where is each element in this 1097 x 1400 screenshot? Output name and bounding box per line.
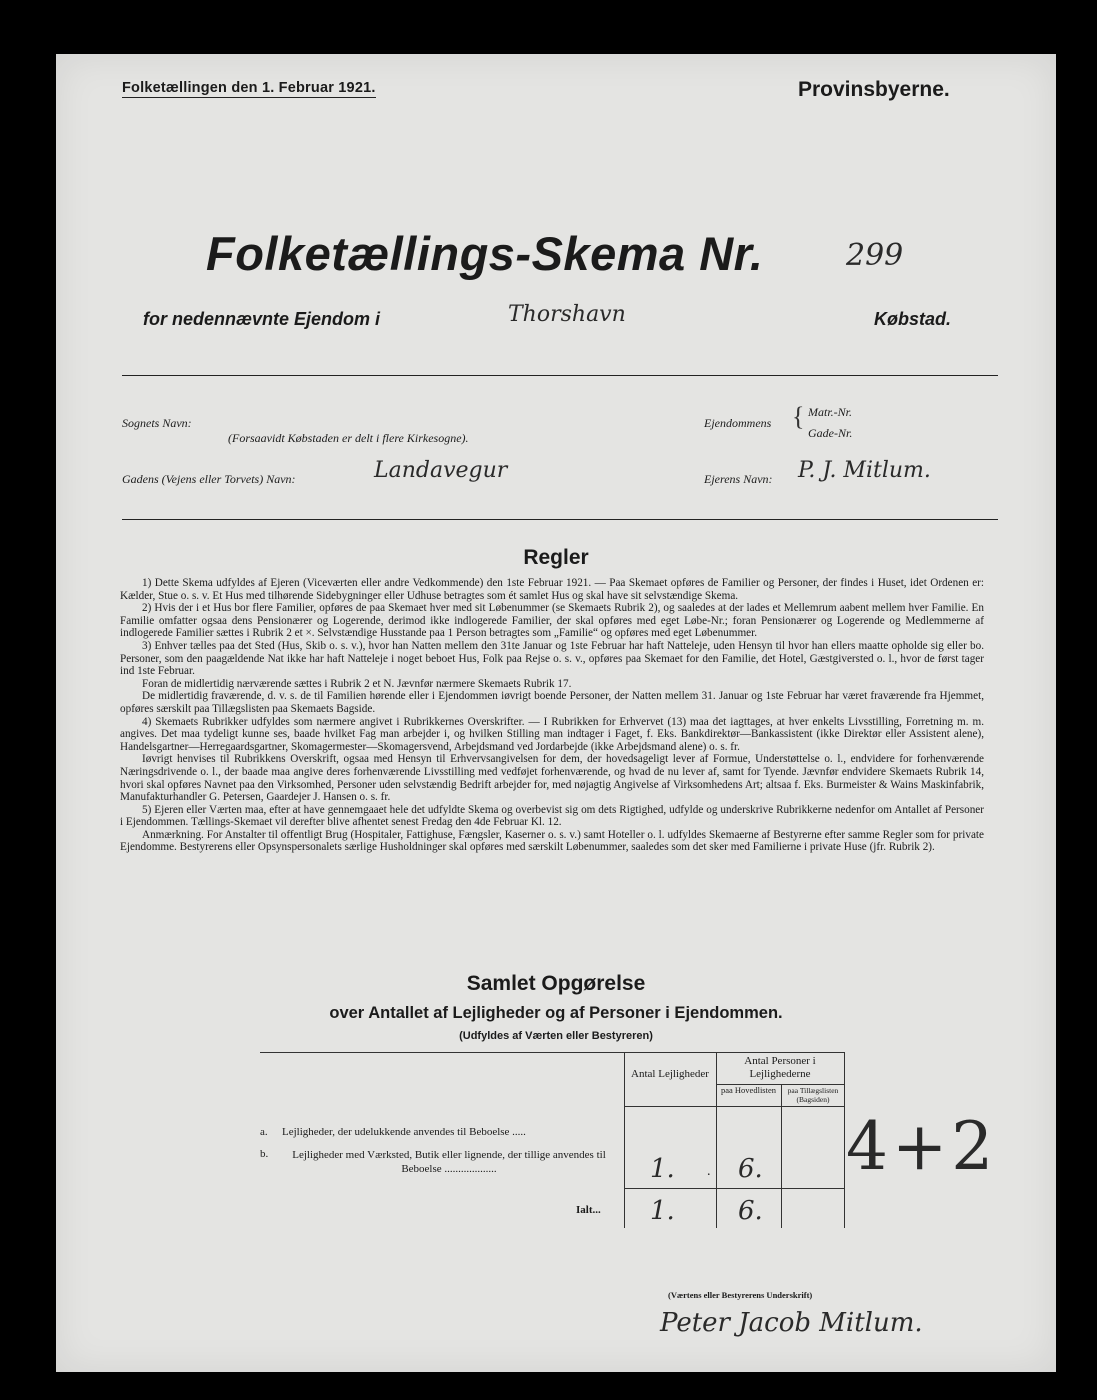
sognets-label: Sognets Navn: — [122, 416, 192, 430]
row-b-letter: b. — [260, 1148, 269, 1160]
summary-title: Samlet Opgørelse — [466, 972, 646, 995]
col-tillaeg-header: paa Tillægslisten (Bagsiden) — [787, 1086, 839, 1104]
ejerens-label: Ejerens Navn: — [704, 472, 773, 486]
row-b-hoved: 6. — [738, 1154, 763, 1184]
town-name: Thorshavn — [508, 302, 626, 327]
signature-caption: (Værtens eller Bestyrerens Underskrift) — [668, 1290, 813, 1300]
gadens-value: Landavegur — [374, 458, 508, 483]
divider — [122, 375, 998, 376]
col-hoved-header: paa Hovedlisten — [721, 1085, 776, 1095]
row-a-label: Lejligheder, der udelukkende anvendes til Beboelse ..... — [282, 1126, 526, 1138]
subtitle-prefix: for nedennævnte Ejendom i — [143, 309, 381, 329]
ejerens-value: P. J. Mitlum. — [798, 458, 931, 483]
rule-paragraph: 4) Skemaets Rubrikker udfyldes som nærmere angivet i Rubrikkernes Overskrifter. — I Rubrikken for Erhvervet (13) maa det iagttages, at hver enkelts Livsstilling, Forretning m. m. angives. Det maa tydeligt kunne ses, baade hvilket Fag man arbejder i, og hvilken Stilling man indtager i Faget, f. Eks. Bankdirektør—Bankassistent (ikke Direktør eller Assistent alene), Handelsgartner—Herregaardsgartner, Skomagermester—Skomagersvend, Arbejdsmand ved Jordarbejde (ikke Arbejdsmand alene) o. s. fr. — [120, 715, 984, 753]
rule-paragraph: 2) Hvis der i et Hus bor flere Familier, opføres de paa Skemaet hver med sit Løbenummer (se Skemaets Rubrik 2), og saaledes at der lades et Mellemrum aabent mellem hver Familie. En Familie omfatter ogsaa dens Pensionærer og Logerende, derimod ikke indlogerede Familier, der skal opføres med eget Løbe-Nr.; foran Pensionærer og Logerende og Medlemmerne af indlogerede Familier sættes i Rubrik 2 et ×. Selvstændige Husstande paa 1 Person betragtes som „Familie“ og opføres med eget Løbenummer. — [120, 602, 984, 640]
rule-paragraph: De midlertidig fraværende, d. v. s. de til Familien hørende eller i Ejendommen iøvrigt boende Personer, der Natten mellem 31. Januar og 1ste Februar har været fraværende fra Hjemmet, opføres særskilt paa Tillægslisten paa Skemaets Bagside. — [120, 690, 984, 715]
summary-subtitle: over Antallet af Lejligheder og af Personer i Ejendommen. — [329, 1004, 783, 1022]
row-a-letter: a. — [260, 1126, 268, 1138]
subtitle-suffix: Købstad. — [874, 309, 952, 329]
ialt-hoved: 6. — [738, 1196, 763, 1226]
form-number: 299 — [846, 238, 904, 273]
ialt-antal: 1. — [650, 1196, 675, 1226]
row-b-label: Lejligheder med Værksted, Butik eller lignende, der tillige anvendes til Beboelse ................... — [292, 1149, 606, 1175]
rule-paragraph: 1) Dette Skema udfyldes af Ejeren (Viceværten eller andre Vedkommende) den 1ste Februar 1921. — Paa Skemaet opføres de Familier og Personer, der findes i Huset, idet Ordenen er: Kælder, Stue o. s. v. Et Hus med tilhørende Sidebygninger eller Udhuse betragtes som ét samlet Hus og skal have sit selvstændige Skema. — [120, 577, 984, 602]
ialt-label: Ialt... — [576, 1204, 601, 1216]
ejendommens-label: Ejendommens — [704, 416, 772, 430]
form-sheet: Folketællingen den 1. Februar 1921. Provinsbyerne. Folketællings-Skema Nr. 299 for nedennævnte Ejendom i Thorshavn Købstad. Sognets Navn: (Forsaavidt Købstaden er delt i flere Kirkesogne). Ejendommens { Matr.-Nr. Gade-Nr. Gadens (Vejens eller Torvets) Navn: Landavegur Ejerens Navn: P. J. Mitlum. Regler 1) Dette Skema udfyldes af Ejeren (Viceværten eller andre Vedkommende) den 1ste Februar 1921. — Paa Skemaet opføres de Familier og Personer, der findes i Huset, idet Ordenen er: Kælder, Stue o. s. v. Et Hus med tilhørende Sidebygninger eller Udhuse betragtes som ét samlet Hus og skal have sit selvstændige Skema. 2) Hvis der i et Hus bor flere Familier, opføres de paa Skemaet hver med sit Løbenummer (se Skemaets Rubrik 2), og saaledes at der lades et Mellemrum aabent mellem hver Familie. En Familie omfatter ogsaa dens Pensionærer og Logerende, derimod ikke indlogerede Familier, der skal opføres med eget Løbe-Nr.; foran Pensionærer og Logerende og Medlemmerne af indlogerede Familier sættes i Rubrik 2 et ×. Selvstændige Husstande paa 1 Person betragtes som „Familie“ og opføres med eget Løbenummer. 3) Enhver tælles paa det Sted (Hus, Skib o. s. v.), hvor han Natten mellem den 31te Januar og 1ste Februar har haft Natteleje, uden Hensyn til hvor han ellers maatte opholde sig eller bo. Personer, som den paagældende Nat ikke har haft Natteleje i noget beboet Hus, Folk paa Rejse o. s. v., opføres paa Skemaet for den Familie, det Hotel, Gæstgiversted o. l., hvor de først tager ind 1ste Februar. Foran de midlertidig nærværende sættes i Rubrik 2 et N. Jævnfør nærmere Skemaets Rubrik 17. De midlertidig fraværende, d. v. s. de til Familien hørende eller i Ejendommen iøvrigt boende Personer, der Natten mellem 31. Januar og 1ste Februar har været fraværende fra Hjemmet, opføres særskilt paa Tillægslisten paa Skemaets Bagside. 4) Skemaets Rubrikker udfyldes som nærmere angivet i Rubrikkernes Overskrifter. — I Rubrikken for Erhvervet (13) maa det iagttages, at hver enkelts Livsstilling, Forretning m. m. angives. Det maa tydeligt kunne ses, baade hvilket Fag man arbejder i, og hvilken Stilling man indtager i Faget, f. Eks. Bankdirektør—Bankassistent (ikke Direktør eller Assistent alene), Handelsgartner—Herregaardsgartner, Skomagermester—Skomagersvend, Arbejdsmand ved Jordarbejde (ikke Arbejdsmand alene) o. s. fr. Iøvrigt henvises til Rubrikkens Overskrift, ogsaa med Hensyn til Erhvervsangivelsen for dem, der hovedsageligt lever af Formue, Understøttelse o. l., endvidere for forhenværende Næringsdrivende o. l., der baade maa angive deres forhenværende Livsstilling med vedføjet forhenværende, og hvad de nu lever af, samt for Tyende. Jævnfør endvidere Skemaets Rubrik 14, hvori skal opføres Navnet paa den Virksomhed, Personer uden selvstændig Bedrift arbejder for, med nøjagtig Angivelse af Virksomhedens Art; altsaa f. Eks. Burmeister & Wains Maskinfabrik, Manufakturhandler G. Petersen, Gaardejer J. Hansen o. s. fr. 5) Ejeren eller Værten maa, efter at have gennemgaaet hele det udfyldte Skema og overbevist sig om dets Rigtighed, udfylde og underskrive Rubrikkerne nedenfor om Antallet af Personer i Ejendommen. Tællings-Skemaet vil derefter blive afhentet senest Fredag den 4de Februar Kl. 12. Anmærkning. For Anstalter til offentligt Brug (Hospitaler, Fattighuse, Fængsler, Kaserner o. s. v.) samt Hoteller o. l. udfyldes Skemaerne af Bestyrerne efter samme Regler som for private Ejendomme. Bestyrerens eller Opsynspersonalets særlige Husholdninger skal opføres med særskilt Løbenummer, saaledes som det sker med Familierne i private Huse (jfr. Rubrik 2). Samlet Opgørelse over Antallet af Lejligheder og af Personer i Ejendommen. (Udfyldes af Værten eller Bestyreren) Antal Lejligheder Antal Personer i Lejlighederne paa Hovedlisten paa Tillægslisten (Bagsiden) a. Lejligheder, der udelukkende anvendes til Beboelse ..... b. Lejligheder med Værksted, Butik eller lignende, der tillige anvendes til Beboelse ................... 1. . 6. Ialt... 1. 6. 4+2 (Værtens eller Bestyrerens Underskrift) Peter Jacob Mitlum. — [56, 54, 1056, 1372]
signature: Peter Jacob Mitlum. — [660, 1308, 923, 1338]
rules-heading: Regler — [523, 546, 589, 569]
col-antal-header: Antal Lejligheder — [631, 1068, 709, 1080]
summary-note: (Udfyldes af Værten eller Bestyreren) — [459, 1030, 653, 1042]
rule-paragraph: Anmærkning. For Anstalter til offentligt Brug (Hospitaler, Fattighuse, Fængsler, Kaserner o. s. v.) samt Hoteller o. l. udfyldes Skemaerne af Bestyrerne efter samme Regler som for private Ejendomme. Bestyrerens eller Opsynspersonalets særlige Husholdninger skal opføres med særskilt Løbenummer, saaledes som det sker med Familierne i private Huse (jfr. Rubrik 2). — [120, 828, 984, 854]
gade-label: Gade-Nr. — [808, 426, 853, 440]
sognets-note: (Forsaavidt Købstaden er delt i flere Kirkesogne). — [228, 431, 469, 445]
row-b-antal: 1. — [650, 1154, 675, 1184]
matr-label: Matr.-Nr. — [808, 405, 853, 419]
census-header: Folketællingen den 1. Februar 1921. — [122, 80, 376, 96]
brace: { — [792, 402, 805, 431]
divider — [122, 519, 998, 520]
region-label: Provinsbyerne. — [798, 78, 950, 101]
rule-paragraph: Foran de midlertidig nærværende sættes i Rubrik 2 et N. Jævnfør nærmere Skemaets Rubrik 17. — [142, 677, 572, 690]
rule-paragraph: Iøvrigt henvises til Rubrikkens Overskrift, ogsaa med Hensyn til Erhvervsangivelsen for dem, der hovedsageligt lever af Formue, Understøttelse o. l., endvidere for forhenværende Næringsdrivende o. l., der baade maa angive deres forhenværende Livsstilling med vedføjet forhenværende, og hvad de nu lever af, samt for Tyende. Jævnfør endvidere Skemaets Rubrik 14, hvori skal opføres Navnet paa den Virksomhed, Personer uden selvstændig Bedrift arbejder for, med nøjagtig Angivelse af Virksomhedens Art; altsaa f. Eks. Burmeister & Wains Maskinfabrik, Manufakturhandler G. Petersen, Gaardejer J. Hansen o. s. fr. — [120, 753, 984, 804]
rule-paragraph: 3) Enhver tælles paa det Sted (Hus, Skib o. s. v.), hvor han Natten mellem den 31te Januar og 1ste Februar har haft Natteleje, uden Hensyn til hvor han ellers maatte opholde sig eller bo. Personer, som den paagældende Nat ikke har haft Natteleje i noget beboet Hus, Folk paa Rejse o. s. v., opføres paa Skemaet for den Familie, det Hotel, Gæstgiversted o. l., hvor de først tager ind 1ste Februar. — [120, 639, 984, 678]
rule-paragraph: 5) Ejeren eller Værten maa, efter at have gennemgaaet hele det udfyldte Skema og overbevist sig om dets Rigtighed, udfylde og underskrive Rubrikkerne nedenfor om Antallet af Personer i Ejendommen. Tællings-Skemaet vil derefter blive afhentet senest Fredag den 4de Februar Kl. 12. — [120, 803, 984, 829]
margin-note: 4+2 — [846, 1108, 998, 1185]
gadens-label: Gadens (Vejens eller Torvets) Navn: — [122, 472, 296, 486]
col-personer-header: Antal Personer i Lejlighederne — [744, 1055, 816, 1080]
form-title: Folketællings-Skema Nr. — [206, 227, 764, 280]
rules-text — [120, 577, 984, 854]
